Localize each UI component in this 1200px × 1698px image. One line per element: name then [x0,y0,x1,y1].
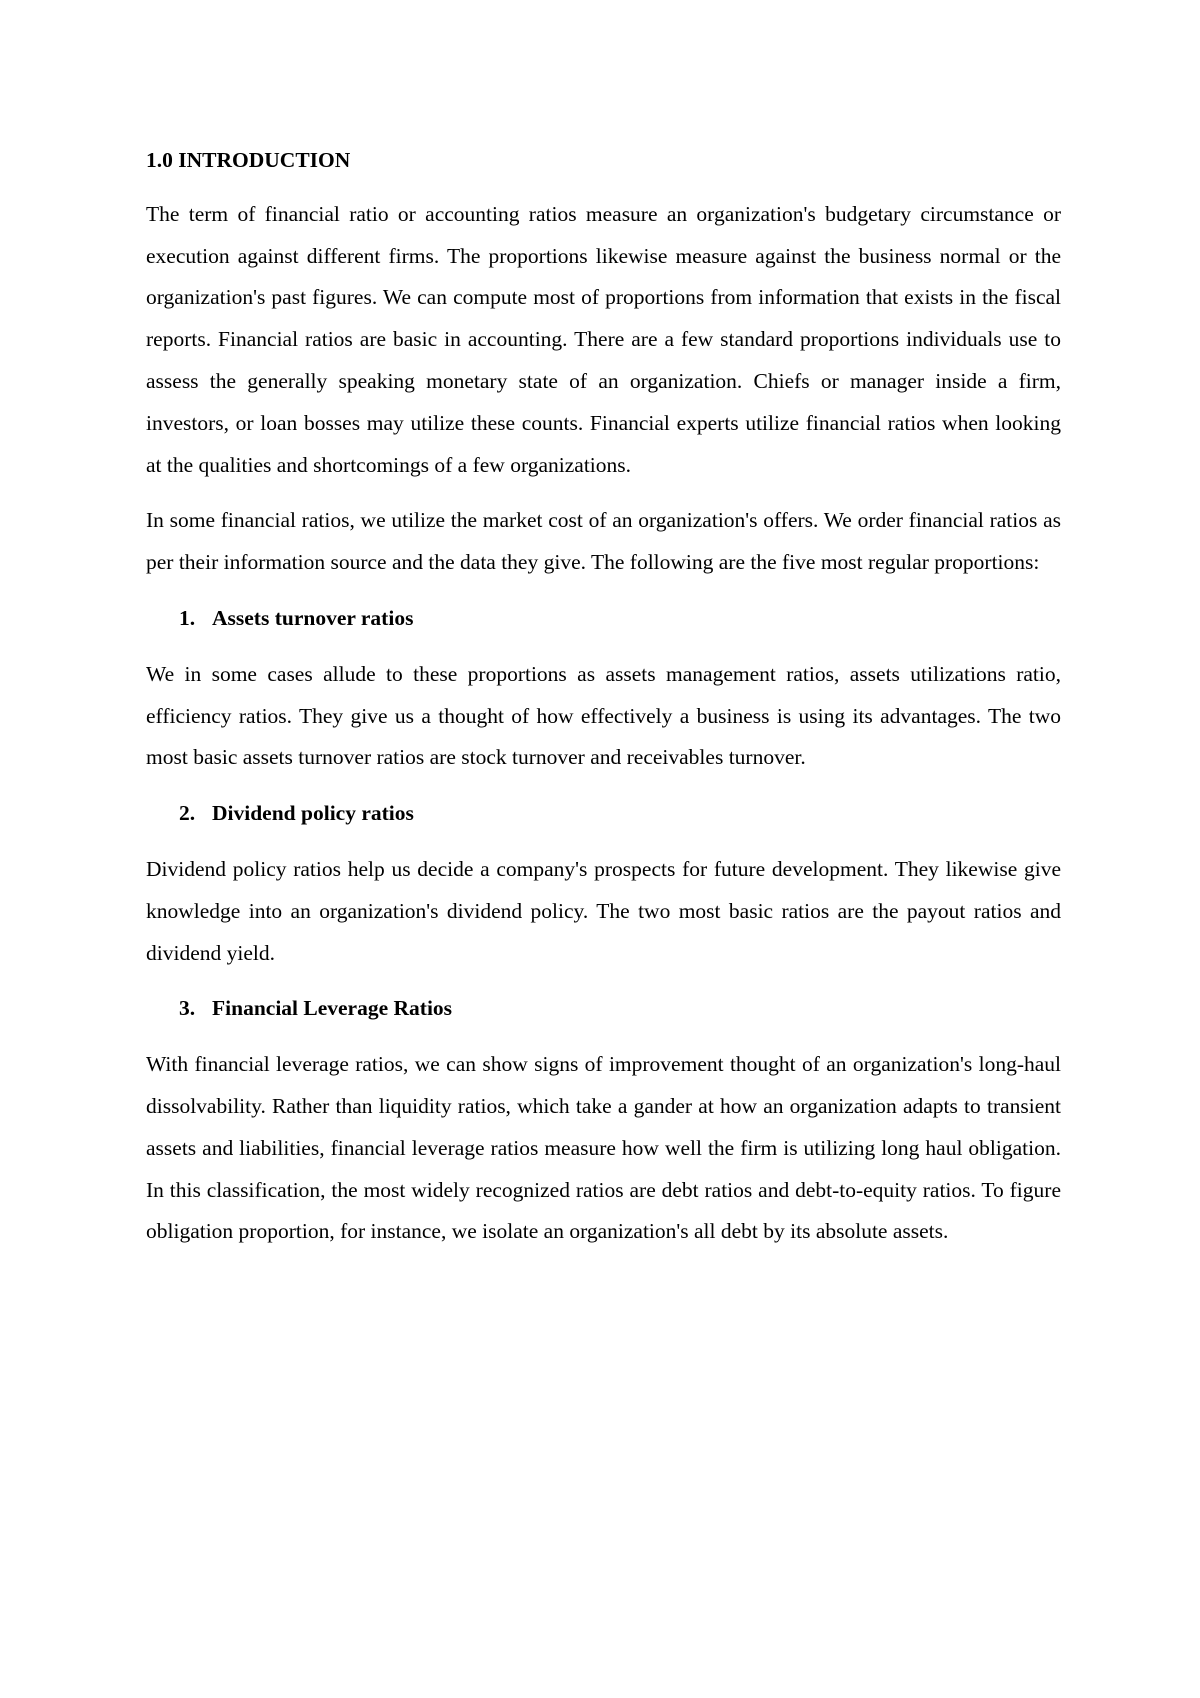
subsection-paragraph-3: With financial leverage ratios, we can show signs of improvement thought of an organization's long-haul dissolvability. Rather than liquidity ratios, which take a gander at how an organization adapts to transient assets and liabilities, financial leverage ratios measure how well the firm is utilizing long haul obligation. In this classification, the most widely recognized ratios are debt ratios and debt-to-equity ratios. To figure obligation proportion, for instance, we isolate an organization's all debt by its absolute assets. [146,1052,1061,1244]
subsection-paragraph-2: Dividend policy ratios help us decide a company's prospects for future development. They likewise give knowledge into an organization's dividend policy. The two most basic ratios are the payout ratios and dividend yield. [146,856,1061,965]
section-heading-introduction: 1.0 INTRODUCTION [146,148,351,172]
subsection-title: Dividend policy ratios [212,801,414,826]
intro-paragraph-2: In some financial ratios, we utilize the market cost of an organization's offers. We order financial ratios as per their information source and the data they give. The following are the five most regular proportions: [146,508,1061,575]
subsection-number: 3. [179,996,196,1021]
subsection-heading-2 [146,793,1061,835]
subsection-paragraph-1: We in some cases allude to these proportions as assets management ratios, assets utilizations ratio, efficiency ratios. They give us a thought of how effectively a business is using its advantages. The two most basic assets turnover ratios are stock turnover and receivables turnover. [146,661,1061,770]
subsection-title: Assets turnover ratios [212,605,414,630]
subsection-heading-1 [146,598,1061,640]
document-body [146,140,1061,1267]
intro-paragraph-1: The term of financial ratio or accounting ratios measure an organization's budgetary circumstance or execution against different firms. The proportions likewise measure against the business normal or the organization's past figures. We can compute most of proportions from information that exists in the fiscal reports. Financial ratios are basic in accounting. There are a few standard proportions individuals use to assess the generally speaking monetary state of an organization. Chiefs or manager inside a firm, investors, or loan bosses may utilize these counts. Financial experts utilize financial ratios when looking at the qualities and shortcomings of a few organizations. [146,201,1061,477]
subsection-number: 2. [179,801,196,826]
subsection-heading-3 [146,988,1061,1030]
subsection-title: Financial Leverage Ratios [212,996,453,1021]
subsection-number: 1. [179,605,196,630]
